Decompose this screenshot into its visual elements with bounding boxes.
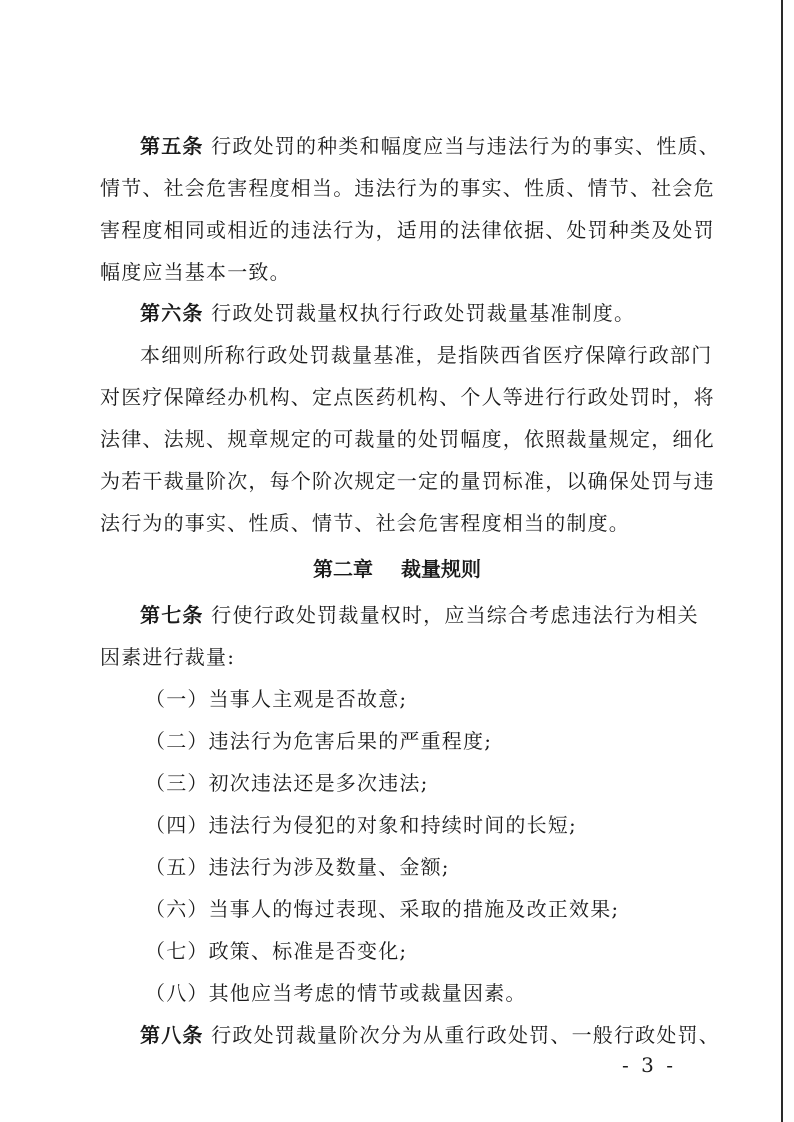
article-7-text-1: 行使行政处罚裁量权时，应当综合考虑违法行为相关	[211, 603, 699, 627]
article-6-text-1: 行政处罚裁量权执行行政处罚裁量基准制度。	[211, 301, 636, 325]
article-5-line-1	[140, 131, 740, 161]
list-item: （六）当事人的悔过表现、采取的措施及改正效果;	[145, 897, 620, 921]
list-item: （七）政策、标准是否变化;	[145, 939, 408, 963]
definition-line-5: 法行为的事实、性质、情节、社会危害程度相当的制度。	[100, 511, 630, 535]
article-5-text-1: 行政处罚的种类和幅度应当与违法行为的事实、性质、	[211, 134, 720, 158]
article-5-line-2: 情节、社会危害程度相当。违法行为的事实、性质、情节、社会危	[100, 176, 715, 200]
article-5-line-4: 幅度应当基本一致。	[100, 260, 291, 284]
article-7-heading: 第七条	[140, 603, 204, 627]
list-item: （三）初次违法还是多次违法;	[145, 771, 429, 795]
chapter-title: 裁量规则	[401, 557, 481, 581]
article-5-line-3: 害程度相同或相近的违法行为，适用的法律依据、处罚种类及处罚	[100, 218, 715, 242]
definition-line-3: 法律、法规、规章规定的可裁量的处罚幅度，依照裁量规定，细化	[100, 427, 715, 451]
definition-line-2: 对医疗保障经办机构、定点医药机构、个人等进行行政处罚时，将	[100, 385, 715, 409]
list-item: （二）违法行为危害后果的严重程度;	[145, 729, 493, 753]
definition-line-4: 为若干裁量阶次，每个阶次规定一定的量罚标准，以确保处罚与违	[100, 469, 715, 493]
article-7-line-2: 因素进行裁量:	[100, 645, 236, 669]
article-6-heading: 第六条	[140, 301, 204, 325]
article-7-line-1	[140, 600, 740, 630]
article-6-line-1	[140, 298, 740, 328]
article-8-heading: 第八条	[140, 1023, 204, 1047]
article-8-line-1	[140, 1020, 740, 1050]
list-item: （五）违法行为涉及数量、金额;	[145, 855, 450, 879]
list-item: （一）当事人主观是否故意;	[145, 687, 408, 711]
definition-line-1: 本细则所称行政处罚裁量基准，是指陕西省医疗保障行政部门	[140, 343, 713, 367]
page-number: - 3 -	[622, 1053, 676, 1077]
list-item: （四）违法行为侵犯的对象和持续时间的长短;	[145, 813, 577, 837]
article-5-heading: 第五条	[140, 134, 204, 158]
article-8-text-1: 行政处罚裁量阶次分为从重行政处罚、一般行政处罚、	[211, 1023, 720, 1047]
list-item: （八）其他应当考虑的情节或裁量因素。	[145, 981, 527, 1005]
chapter-number: 第二章	[313, 557, 373, 581]
chapter-heading	[0, 554, 794, 584]
